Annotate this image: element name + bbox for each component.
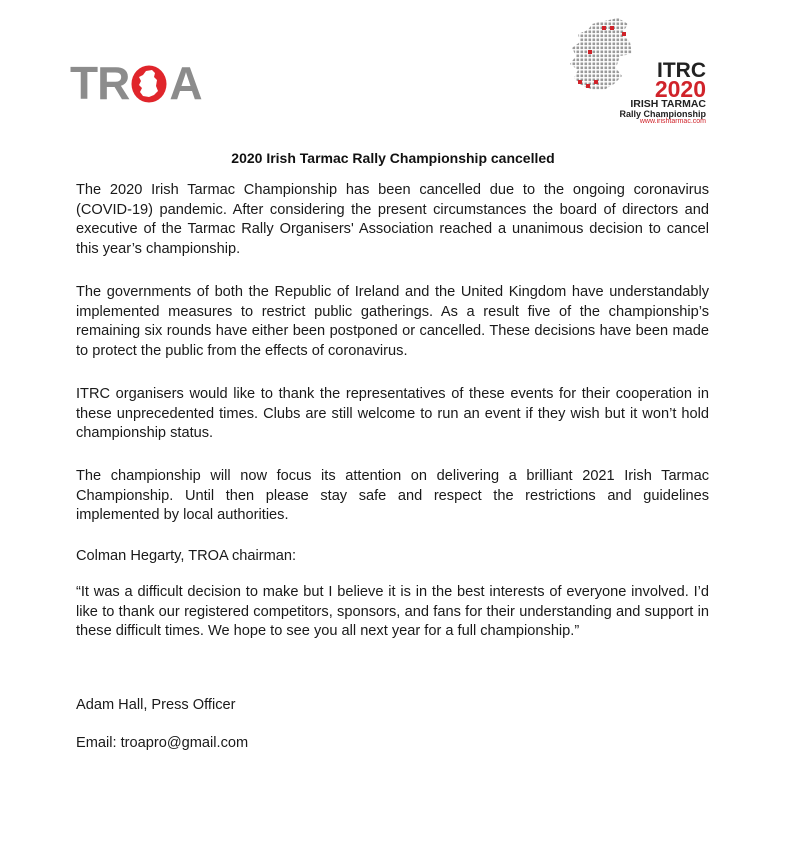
document-title: 2020 Irish Tarmac Rally Championship cancelled xyxy=(231,150,555,166)
troa-letter-a: A xyxy=(169,57,202,109)
paragraph-2: The governments of both the Republic of Ireland and the United Kingdom have understandably implemented measures to restrict public gatherings. As a result five of the championship’s remaining six rounds have either been postponed or cancelled. These decisions have been made to protect the public from the effects of coronavirus. xyxy=(76,284,709,359)
itrc-subtitle: Rally Championship xyxy=(619,109,706,119)
itrc-name: IRISH TARMAC xyxy=(630,98,706,110)
paragraph-4: The championship will now focus its attention on delivering a brilliant 2021 Irish Tarmac Championship. Until then please stay safe and respect the restrictions and guidelines implemented by local authorities. xyxy=(76,468,709,523)
email-line: Email: troapro@gmail.com xyxy=(76,735,249,751)
itrc-website: www.irishtarmac.com xyxy=(639,118,706,125)
signature: Adam Hall, Press Officer xyxy=(76,697,236,713)
quote-attribution: Colman Hegarty, TROA chairman: xyxy=(76,548,297,564)
itrc-acronym: ITRC xyxy=(657,59,706,82)
paragraph-1: The 2020 Irish Tarmac Championship has been cancelled due to the ongoing coronavirus (COVID-19) pandemic. After considering the present circumstances the board of directors and executive of the Tarmac Rally Organisers' Association reached a unanimous decision to cancel this year’s championship. xyxy=(76,182,709,257)
troa-logo xyxy=(70,58,202,108)
troa-letter-r: R xyxy=(97,57,130,109)
quote: “It was a difficult decision to make but I believe it is in the best interests of everyone involved. I’d like to thank our registered competitors, sponsors, and fans for their understanding and support in these difficult times. We hope to see you all next year for a full championship.” xyxy=(76,584,709,639)
ireland-map-icon xyxy=(130,64,168,104)
itrc-year: 2020 xyxy=(654,76,706,102)
paragraph-3: ITRC organisers would like to thank the representatives of these events for their cooperation in these unprecedented times. Clubs are still welcome to run an event if they wish but it won’t hold championship status. xyxy=(76,386,709,441)
troa-letter-t: T xyxy=(70,57,98,109)
